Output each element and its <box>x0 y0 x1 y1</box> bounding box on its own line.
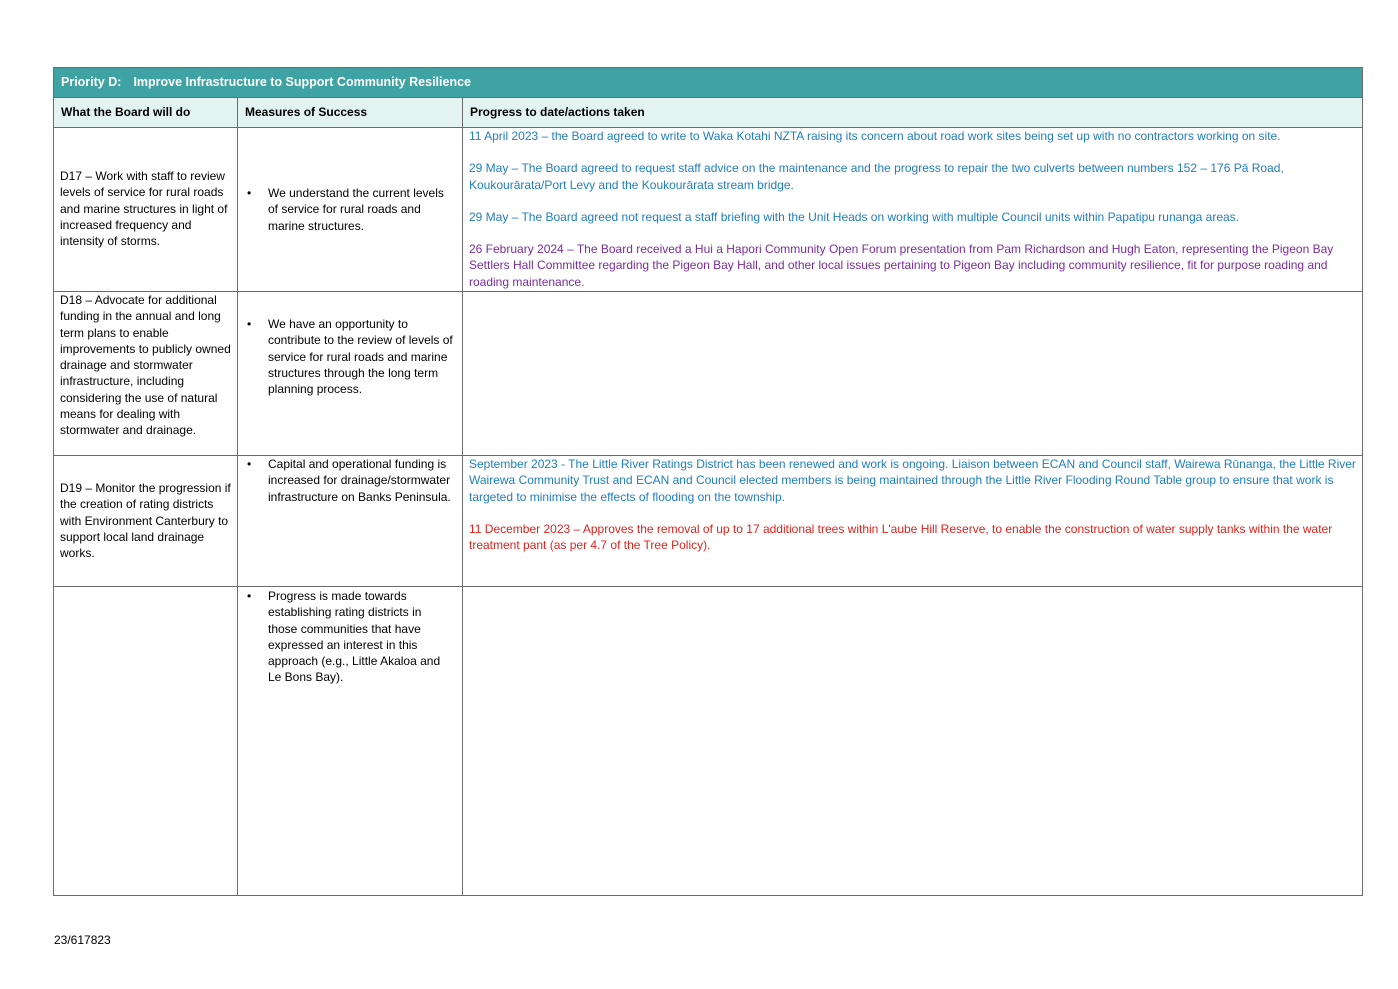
measure-cell <box>238 292 463 456</box>
action-cell <box>54 587 238 896</box>
table-title <box>54 68 1363 98</box>
table-row <box>54 587 1363 896</box>
measure-cell <box>238 456 463 587</box>
column-header-action: What the Board will do <box>54 98 238 128</box>
table-row <box>54 128 1363 292</box>
action-text: D17 – Work with staff to review levels of service for rural roads and marine structures in light of increased frequency and intensity of storms. <box>60 169 228 249</box>
progress-cell <box>463 128 1363 292</box>
table-row <box>54 456 1363 587</box>
progress-entry: September 2023 - The Little River Ratings District has been renewed and work is ongoing. Liaison between ECAN and Council staff, Wairewa Rūnanga, the Little River Wairewa Community Trust and ECAN and Council elected members is being maintained through the Little River Flooding Round Table group to ensure that work is targeted to minimise the effects of flooding on the township. <box>469 457 1356 504</box>
progress-cell <box>463 456 1363 587</box>
progress-entry: 29 May – The Board agreed not request a staff briefing with the Unit Heads on working with multiple Council units within Papatipu runanga areas. <box>469 209 1239 224</box>
column-header-row <box>54 98 1363 128</box>
measure-text: • We have an opportunity to contribute to the review of levels of service for rural roads and marine structures through the long term planning process. <box>268 316 454 397</box>
measure-text: • Capital and operational funding is increased for drainage/stormwater infrastructure on Banks Peninsula. <box>268 456 454 505</box>
table-title-row <box>54 68 1363 98</box>
progress-entry: 29 May – The Board agreed to request staff advice on the maintenance and the progress to repair the two culverts between numbers 152 – 176 Pā Road, Koukourārata/Port Levy and the Koukourārata stream bridge. <box>469 161 1284 192</box>
measure-text: • Progress is made towards establishing rating districts in those communities that have expressed an interest in this approach (e.g., Little Akaloa and Le Bons Bay). <box>268 588 454 686</box>
progress-entry: 11 December 2023 – Approves the removal of up to 17 additional trees within L'aube Hill Reserve, to enable the construction of water supply tanks within the water treatment pant (as per 4.7 of the Tree Policy). <box>469 521 1333 553</box>
progress-cell <box>463 292 1363 456</box>
measure-text: • We understand the current levels of service for rural roads and marine structures. <box>268 185 454 234</box>
measure-cell <box>238 128 463 292</box>
table-row <box>54 292 1363 456</box>
action-text: D19 – Monitor the progression if the creation of rating districts with Environment Canterbury to support local land drainage works. <box>60 481 231 561</box>
column-header-measures: Measures of Success <box>238 98 463 128</box>
priority-d-table <box>53 67 1363 896</box>
progress-entry: 11 April 2023 – the Board agreed to write to Waka Kotahi NZTA raising its concern about road work sites being set up with no contractors working on site. <box>469 129 1281 143</box>
measure-cell <box>238 587 463 896</box>
document-reference: 23/617823 <box>54 933 111 947</box>
column-header-progress: Progress to date/actions taken <box>463 98 1363 128</box>
action-text: D18 – Advocate for additional funding in the annual and long term plans to enable improvements to publicly owned drainage and stormwater infrastructure, including considering the use of natural means for dealing with stormwater and drainage. <box>60 293 231 438</box>
priority-title: Improve Infrastructure to Support Community Resilience <box>133 75 471 90</box>
action-cell <box>54 456 238 587</box>
action-cell <box>54 128 238 292</box>
progress-entry: 26 February 2024 – The Board received a Hui a Hapori Community Open Forum presentation from Pam Richardson and Hugh Eaton, representing the Pigeon Bay Settlers Hall Committee regarding the Pigeon Bay Hall, and other local issues pertaining to Pigeon Bay including community resilience, fit for purpose roading and roading maintenance. <box>469 242 1334 289</box>
action-cell <box>54 292 238 456</box>
progress-cell <box>463 587 1363 896</box>
priority-label: Priority D: <box>61 75 122 90</box>
